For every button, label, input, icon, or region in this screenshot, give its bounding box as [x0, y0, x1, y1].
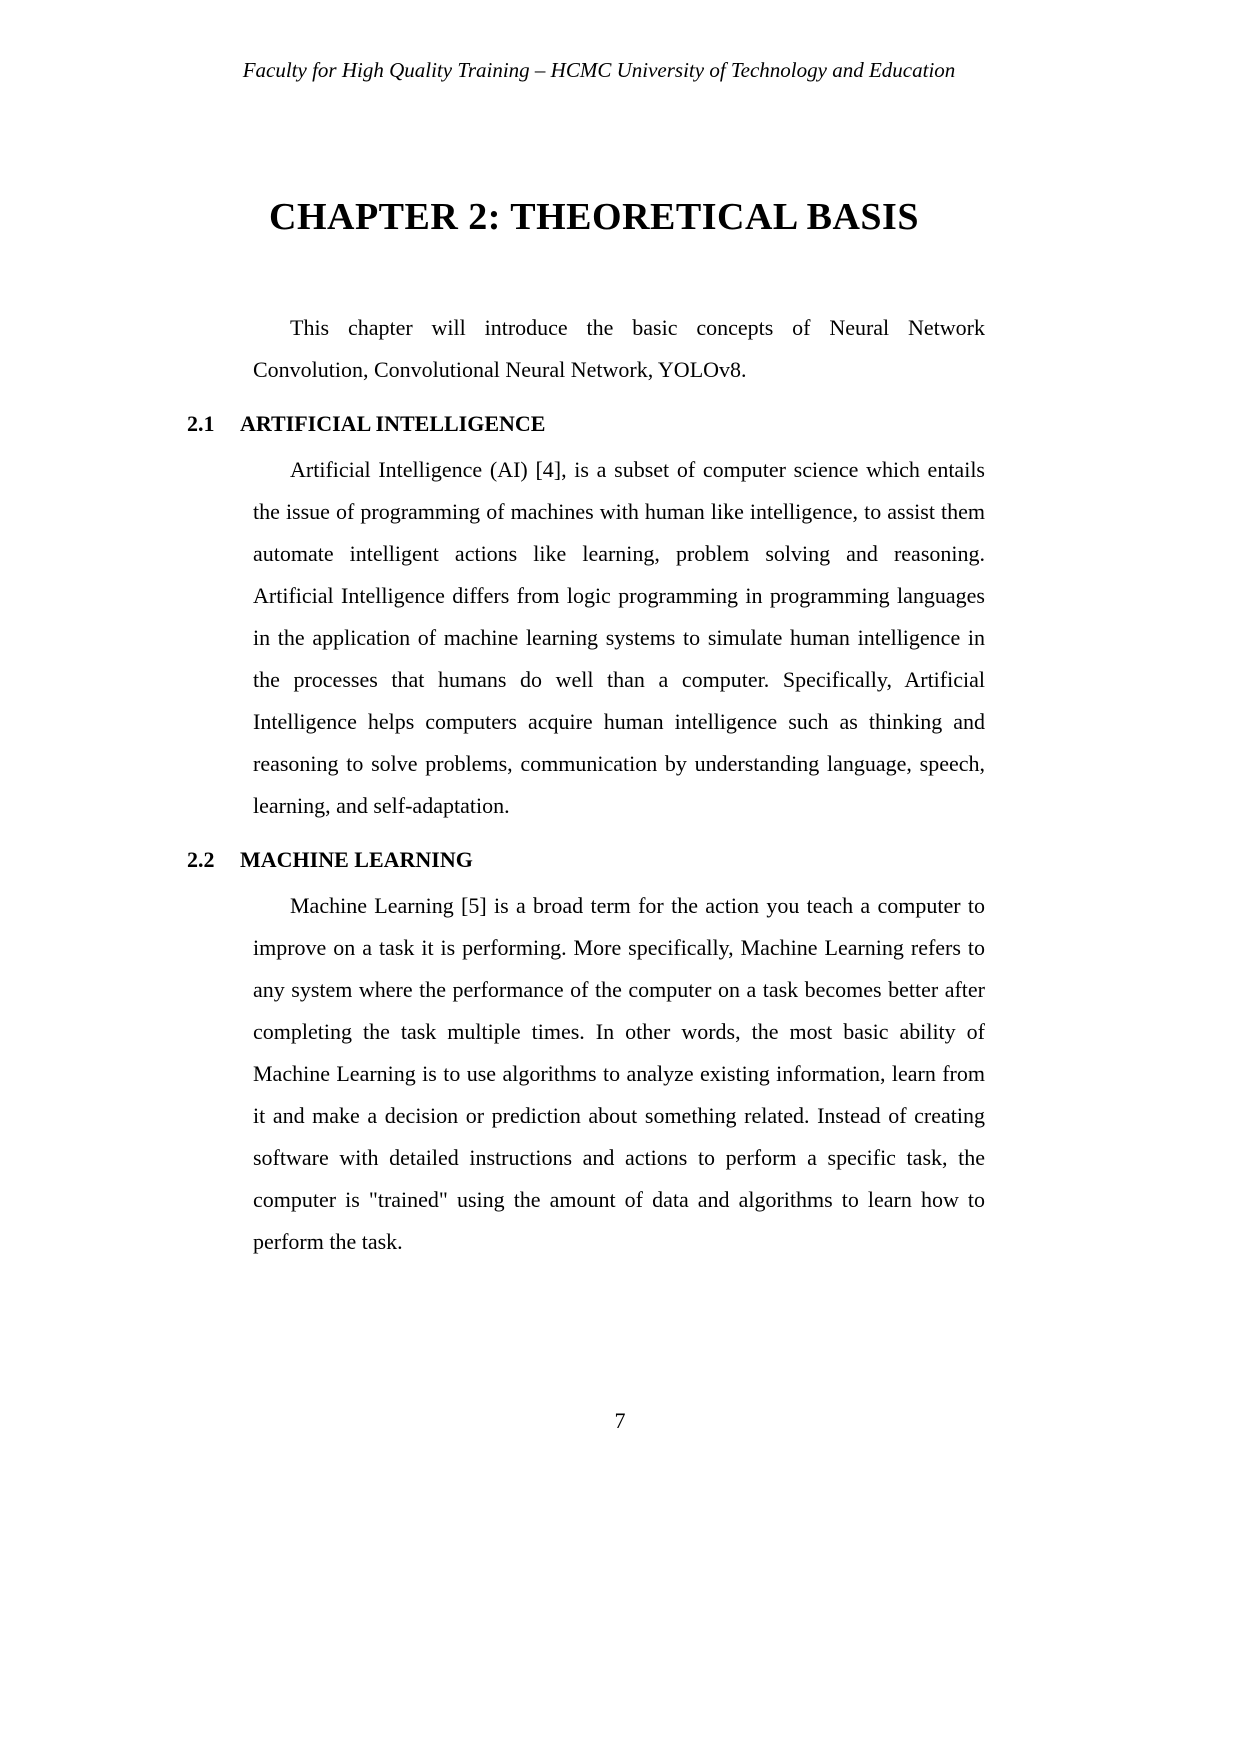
section-title: MACHINE LEARNING: [240, 847, 473, 872]
section-number: 2.2: [187, 847, 215, 872]
header-text: Faculty for High Quality Training – HCMC University of Technology and Education: [242, 58, 956, 82]
page-header: [213, 58, 985, 83]
section-body-paragraph: Machine Learning [5] is a broad term for the action you teach a computer to improve on a task it is performing. More specifically, Machine Learning refers to any system where the performance of the computer on a task becomes better after completing the task multiple times. In other words, the most basic ability of Machine Learning is to use algorithms to analyze existing information, learn from it and make a decision or prediction about something related. Instead of creating software with detailed instructions and actions to perform a specific task, the computer is "trained" using the amount of data and algorithms to learn how to perform the task.: [253, 893, 985, 1254]
section-number: 2.1: [187, 411, 215, 436]
section-heading-2-2: [187, 839, 985, 881]
intro-paragraph: This chapter will introduce the basic concepts of Neural Network Convolution, Convolutional Neural Network, YOLOv8.: [253, 315, 985, 382]
section-artificial-intelligence: [187, 403, 985, 827]
page-number: 7: [614, 1408, 626, 1433]
section-body-paragraph: Artificial Intelligence (AI) [4], is a subset of computer science which entails the issue of programming of machines with human like intelligence, to assist them automate intelligent actions like learning, problem solving and reasoning. Artificial Intelligence differs from logic programming in programming languages in the application of machine learning systems to simulate human intelligence in the processes that humans do well than a computer. Specifically, Artificial Intelligence helps computers acquire human intelligence such as thinking and reasoning to solve problems, communication by understanding language, speech, learning, and self-adaptation.: [253, 457, 985, 818]
page-footer: [0, 1408, 1240, 1434]
section-heading-2-1: [187, 403, 985, 445]
section-title: ARTIFICIAL INTELLIGENCE: [240, 411, 546, 436]
document-body: [187, 307, 985, 1263]
section-machine-learning: [187, 839, 985, 1263]
chapter-title: CHAPTER 2: THEORETICAL BASIS: [269, 196, 919, 238]
